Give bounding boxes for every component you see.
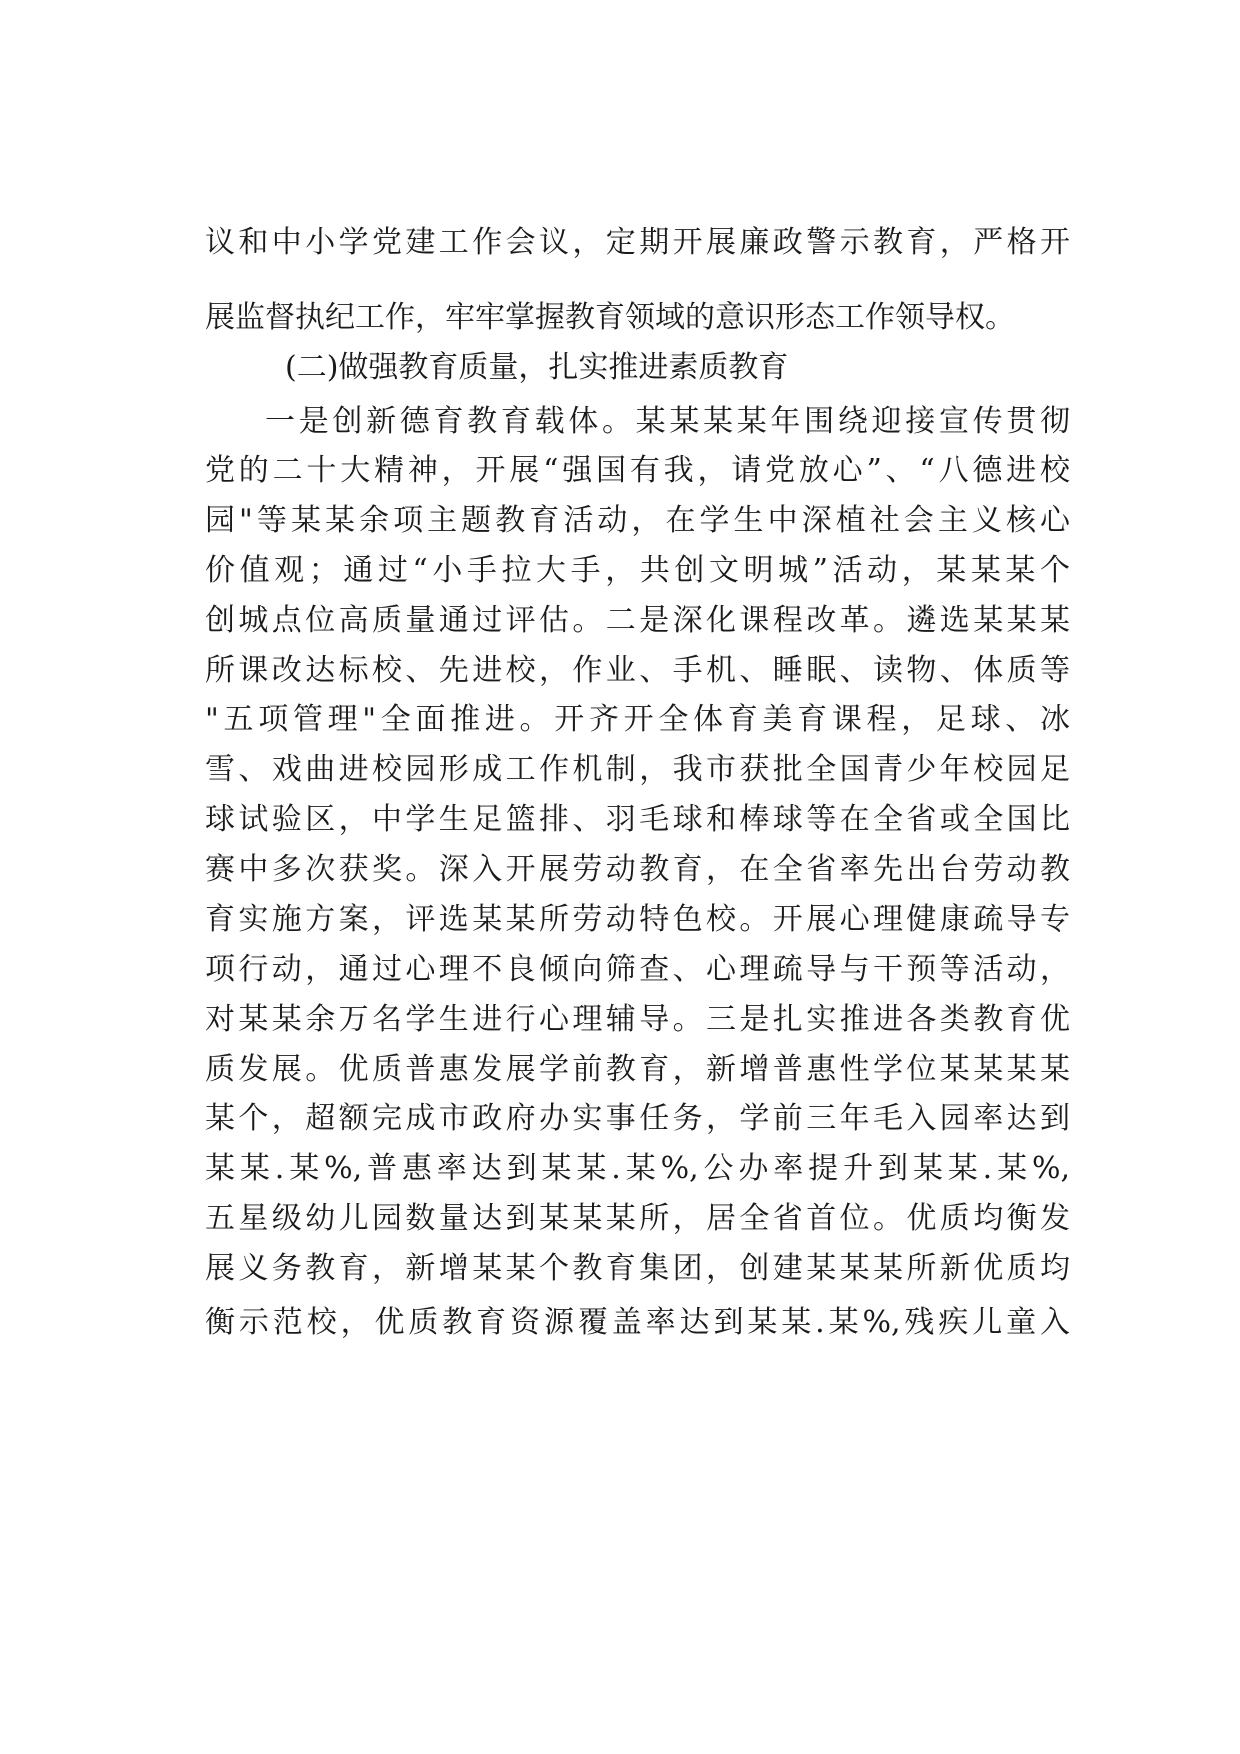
body-text-line: 所课改达标校、先进校，作业、手机、睡眠、读物、体质等 (205, 653, 1070, 688)
body-text-line: 球试验区，中学生足篮排、羽毛球和棒球等在全省或全国比 (205, 802, 1070, 837)
body-text-line: 创城点位高质量通过评估。二是深化课程改革。遴选某某某 (205, 603, 1070, 638)
body-text-line: 项行动，通过心理不良倾向筛查、心理疏导与干预等活动， (205, 952, 1070, 987)
body-text-line: 价值观；通过“小手拉大手，共创文明城”活动，某某某个 (205, 553, 1070, 588)
body-text-line: 展监督执纪工作，牢牢掌握教育领域的意识形态工作领导权。 (205, 300, 1015, 335)
section-heading: (二)做强教育质量，扎实推进素质教育 (285, 350, 789, 385)
body-text-line: 某某.某%,普惠率达到某某.某%,公办率提升到某某.某%, (205, 1151, 1070, 1186)
body-text-line: 雪、戏曲进校园形成工作机制，我市获批全国青少年校园足 (205, 752, 1070, 787)
body-text-line: 园"等某某余项主题教育活动，在学生中深植社会主义核心 (205, 503, 1070, 538)
body-text-line: 议和中小学党建工作会议，定期开展廉政警示教育，严格开 (205, 225, 1070, 260)
body-text-line: 展义务教育，新增某某个教育集团，创建某某某所新优质均 (205, 1251, 1070, 1286)
body-text-line: 党的二十大精神，开展“强国有我，请党放心”、“八德进校 (205, 453, 1070, 488)
body-text-line: 某个，超额完成市政府办实事任务，学前三年毛入园率达到 (205, 1101, 1070, 1136)
body-text-line: "五项管理"全面推进。开齐开全体育美育课程，足球、冰 (205, 702, 1070, 737)
body-text-line: 对某某余万名学生进行心理辅导。三是扎实推进各类教育优 (205, 1002, 1070, 1037)
body-text-line: 五星级幼儿园数量达到某某某所，居全省首位。优质均衡发 (205, 1201, 1070, 1236)
body-text-line: 赛中多次获奖。深入开展劳动教育，在全省率先出台劳动教 (205, 852, 1070, 887)
body-text-line: 衡示范校，优质教育资源覆盖率达到某某.某%,残疾儿童入 (205, 1305, 1070, 1340)
body-text-line: 质发展。优质普惠发展学前教育，新增普惠性学位某某某某 (205, 1052, 1070, 1087)
body-text-line: 育实施方案，评选某某所劳动特色校。开展心理健康疏导专 (205, 902, 1070, 937)
body-text-line: 一是创新德育教育载体。某某某某年围绕迎接宣传贯彻 (265, 404, 1070, 439)
